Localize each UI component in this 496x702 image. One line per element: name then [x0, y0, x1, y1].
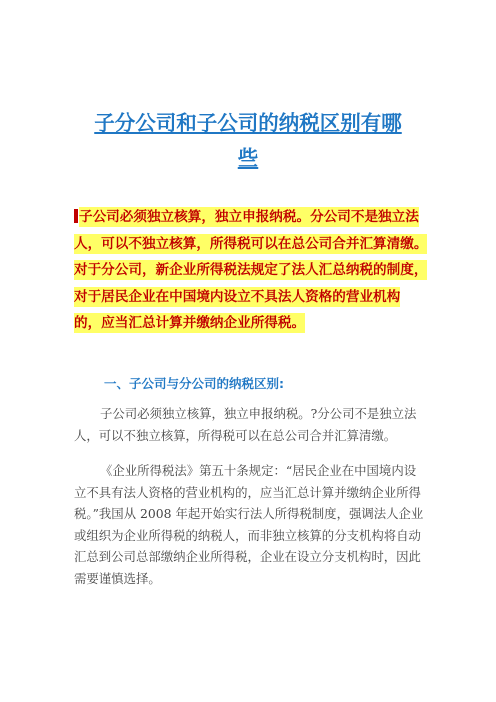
paragraph-line: 人，可以不独立核算，所得税可以在总公司合并汇算清缴。	[74, 427, 397, 443]
title-line-2: 些	[237, 146, 259, 170]
paragraph-line: 需要谨慎选择。	[74, 570, 161, 586]
section-heading: 一、子公司与分公司的纳税区别:	[104, 376, 284, 391]
summary-line: 子公司必须独立核算，独立申报纳税。分公司不是独立法	[74, 204, 428, 231]
summary-line: 人，可以不独立核算，所得税可以在总公司合并汇算清缴。	[74, 235, 428, 252]
highlighted-summary	[74, 204, 428, 337]
paragraph-line: 《企业所得税法》第五十条规定：“居民企业在中国境内设	[100, 463, 417, 478]
paragraph-1	[74, 403, 428, 446]
paragraph-line: 或组织为企业所得税的纳税人，而非独立核算的分支机构将自动	[74, 527, 421, 543]
summary-line: 对于居民企业在中国境内设立不具法人资格的营业机构	[74, 288, 401, 305]
document-title	[70, 106, 426, 176]
paragraph-line: 税。”我国从 2008 年起开始实行法人所得税制度，强调法人企业	[74, 506, 424, 521]
summary-line: 对于分公司，新企业所得税法规定了法人汇总纳税的制度，	[74, 262, 428, 278]
title-line-1: 子分公司和子公司的纳税区别有哪	[94, 111, 402, 135]
paragraph-line: 立不具有法人资格的营业机构的，应当汇总计算并缴纳企业所得	[74, 484, 421, 500]
paragraph-line: 子公司必须独立核算，独立申报纳税。?分公司不是独立法	[100, 406, 417, 421]
paragraph-line: 汇总到公司总部缴纳企业所得税，企业在设立分支机构时，因此	[74, 549, 421, 564]
summary-line: 的，应当汇总计算并缴纳企业所得税。	[74, 315, 306, 331]
paragraph-2	[74, 460, 428, 589]
summary-marker-icon	[74, 209, 78, 223]
